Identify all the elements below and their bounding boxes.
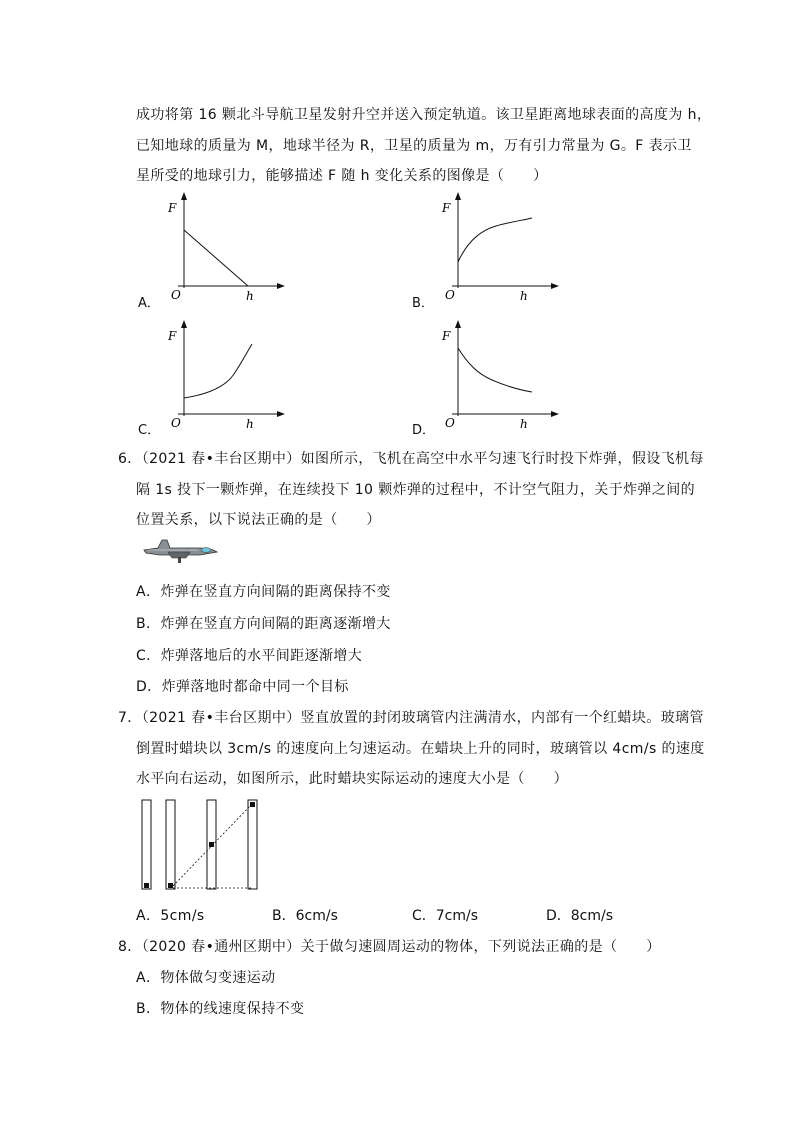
q7-stem-line-3: 水平向右运动，如图所示，此时蜡块实际运动的速度大小是（ ） [136,771,568,787]
graph-b-y-arrow [455,192,461,200]
q7-stem-line-2: 倒置时蜡块以 3cm/s 的速度向上匀速运动。在蜡块上升的同时，玻璃管以 4cm/s 的速度 [136,741,705,757]
graph-d-curve [458,348,532,392]
wax-block-1 [144,883,149,888]
graph-a-y-label: F [168,201,177,215]
q6-stem-line-1: 6．（2021 春•丰台区期中）如图所示，飞机在高空中水平匀速飞行时投下炸弹，假设飞机每 [118,451,704,467]
graph-c-y-arrow [181,320,187,328]
graph-b [434,190,564,303]
graph-a-svg [160,190,290,303]
graph-b-curve [458,218,532,262]
graph-a-label: A． [138,296,160,311]
q5-stem-line-2: 已知地球的质量为 M，地球半径为 R，卫星的质量为 m，万有引力常量为 G。F 表示卫 [136,138,692,154]
tube-1 [142,800,151,889]
q7-option-a: A．5cm/s [136,908,205,924]
graph-b-origin: O [445,288,455,302]
q7-stem-line-1: 7．（2021 春•丰台区期中）竖直放置的封闭玻璃管内注满清水，内部有一个红蜡块。玻璃管 [118,710,704,726]
airplane-icon [140,536,220,564]
q7-option-b: B．6cm/s [272,908,338,924]
graph-a-origin: O [171,288,181,302]
graph-b-svg [434,190,564,303]
graph-d-y-label: F [442,329,451,343]
graph-a-x-label: h [246,289,254,303]
graph-c-y-label: F [168,329,177,343]
q7-option-c: C．7cm/s [412,908,479,924]
q6-option-c: C．炸弹落地后的水平间距逐渐增大 [136,648,363,664]
wax-block-4 [250,802,255,807]
graph-b-x-arrow [551,283,559,289]
q6-stem-line-2: 隔 1s 投下一颗炸弹，在连续投下 10 颗炸弹的过程中，不计空气阻力，关于炸弹之间的 [136,482,696,498]
graph-b-label: B． [412,296,434,311]
glass-tube-svg [138,796,268,894]
q8-stem-line-1: 8．（2020 春•通州区期中）关于做匀速圆周运动的物体，下列说法正确的是（ ） [118,939,661,955]
graph-d-origin: O [445,416,455,430]
q6-option-d: D．炸弹落地时都命中同一个目标 [136,679,349,695]
graph-a-curve [184,230,248,286]
q5-stem-line-3: 星所受的地球引力，能够描述 F 随 h 变化关系的图像是（ ） [136,168,548,184]
q6-option-b: B．炸弹在竖直方向间隔的距离逐渐增大 [136,616,391,632]
q7-option-d: D．8cm/s [546,908,614,924]
graph-a-x-arrow [277,283,285,289]
graph-c-curve [184,344,252,398]
graph-d-x-arrow [551,411,559,417]
q5-stem-line-1: 成功将第 16 颗北斗导航卫星发射升空并送入预定轨道。该卫星距离地球表面的高度为 h， [136,107,712,123]
graph-d-y-arrow [455,320,461,328]
graph-c [160,318,290,431]
graph-a [160,190,290,303]
graph-c-x-label: h [246,417,254,431]
wax-block-2 [168,883,173,888]
q6-stem-line-3: 位置关系，以下说法正确的是（ ） [136,512,381,528]
graph-c-svg [160,318,290,431]
graph-d-svg [434,318,564,431]
q6-option-a: A．炸弹在竖直方向间隔的距离保持不变 [136,584,391,600]
graph-d [434,318,564,431]
graph-b-y-label: F [442,201,451,215]
graph-c-x-arrow [277,411,285,417]
q8-option-a: A．物体做匀变速运动 [136,970,276,986]
graph-a-y-arrow [181,192,187,200]
tube-4 [248,800,257,889]
graph-d-label: D． [412,423,436,438]
q8-option-b: B．物体的线速度保持不变 [136,1001,305,1017]
glass-tube-figure [138,796,268,894]
graph-b-x-label: h [520,289,528,303]
airplane-figure [140,536,220,564]
tube-2 [166,800,175,889]
graph-c-label: C． [138,423,161,438]
graph-c-origin: O [171,416,181,430]
graph-d-x-label: h [520,417,528,431]
